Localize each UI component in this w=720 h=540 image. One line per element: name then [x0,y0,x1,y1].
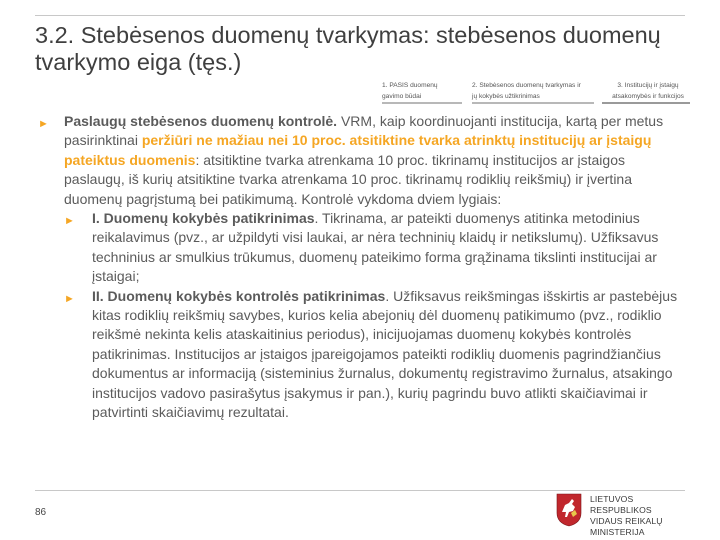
vytis-crest-icon [556,493,582,527]
main-paragraph [38,112,688,209]
step-3-label: 3. Institucijų ir įstaigų [617,82,679,89]
ministry-logo [556,493,686,537]
step-2-label: 2. Stebėsenos duomenų tvarkymas ir [472,82,581,89]
step-1-bar [382,102,462,104]
level-2-text: . Užfiksavus reikšmingas išskirtis ar pastebėjus kitas rodiklių reikšmių savybes, kurios kelia abejonių dėl duomenų patikimumo (pvz., rodiklio reikšmė nekinta kelis ataskaitinius periodus), inicijuojamas duomenų kokybės kontrolės patikrinimas. Institucijos ar įstaigos įpareigojamos pateikti rodiklių duomenis pagrindžiančius dokumentus ar informaciją (sisteminius žurnalus, dokumentų registravimo žurnalus, atsakingo institucijos vadovo pasirašytus įsakymus ir pan.), kurių pagrindu buvo atlikti skaičiavimai ir patvirtinti skaičiavimų rezultatai. [92,287,678,421]
ministry-name [590,494,686,538]
bullet-arrow-icon: ► [64,215,75,228]
ministry-line-1: LIETUVOS RESPUBLIKOS [590,494,652,515]
step-3-label-2: atsakomybės ir funkcijos [612,93,684,100]
main-heading: Paslaugų stebėsenos duomenų kontrolė. [64,113,338,129]
level-1-heading: I. Duomenų kokybės patikrinimas [92,210,315,227]
slide-body [38,112,688,423]
ministry-line-3: MINISTERIJA [590,527,645,537]
step-2 [472,80,596,102]
top-divider [35,15,685,16]
main-text-2: : atsitiktine tvarka atrenkama 10 proc. tikrinamų institucijos ar įstaigos paslaugų, iš kurių atsitiktine tvarka atrenkama 10 proc. tikrinamų rodiklių reikšmių) ir įvertina duomenų pagrįstumą bei patikimumą. Kontrolė vykdoma dviem lygiais: [64,151,632,207]
bullet-arrow-icon: ► [64,292,75,305]
slide-title: 3.2. Stebėsenos duomenų tvarkymas: stebėsenos duomenų tvarkymo eiga (tęs.) [35,22,661,75]
step-3-bar [602,102,690,104]
ministry-line-2: VIDAUS REIKALŲ [590,516,663,526]
process-steps [382,80,692,102]
step-1-label-2: gavimo būdai [382,93,422,100]
level-2-item [38,287,688,423]
page-number: 86 [35,507,47,518]
bottom-divider [35,490,685,491]
main-highlight: peržiūri ne mažiau nei 10 proc. atsitiktine tvarka atrinktų institucijų ar įstaigų pateiktus duomenis [64,132,652,168]
step-3 [602,80,694,102]
level-2-heading: II. Duomenų kokybės kontrolės patikrinimas [92,287,386,304]
bullet-arrow-icon: ► [38,118,49,130]
step-1-label: 1. PASIS duomenų [382,82,438,89]
step-2-label-2: jų kokybės užtikrinimas [472,93,540,100]
main-text-1: VRM, kaip koordinuojanti institucija, kartą per metus pasirinktinai [64,113,664,149]
level-1-item [38,209,688,287]
step-2-bar [472,102,594,104]
level-1-text: . Tikrinama, ar pateikti duomenys atitinka metodinius reikalavimus (pvz., ar užpildyti visi laukai, ar nėra techninių klaidų ir netikslumų). Užfiksavus techninius ar smulkius trūkumus, duomenų pateikimo forma grąžinama tikslinti institucijai ar įstaigai; [92,210,659,285]
step-1 [382,80,466,102]
